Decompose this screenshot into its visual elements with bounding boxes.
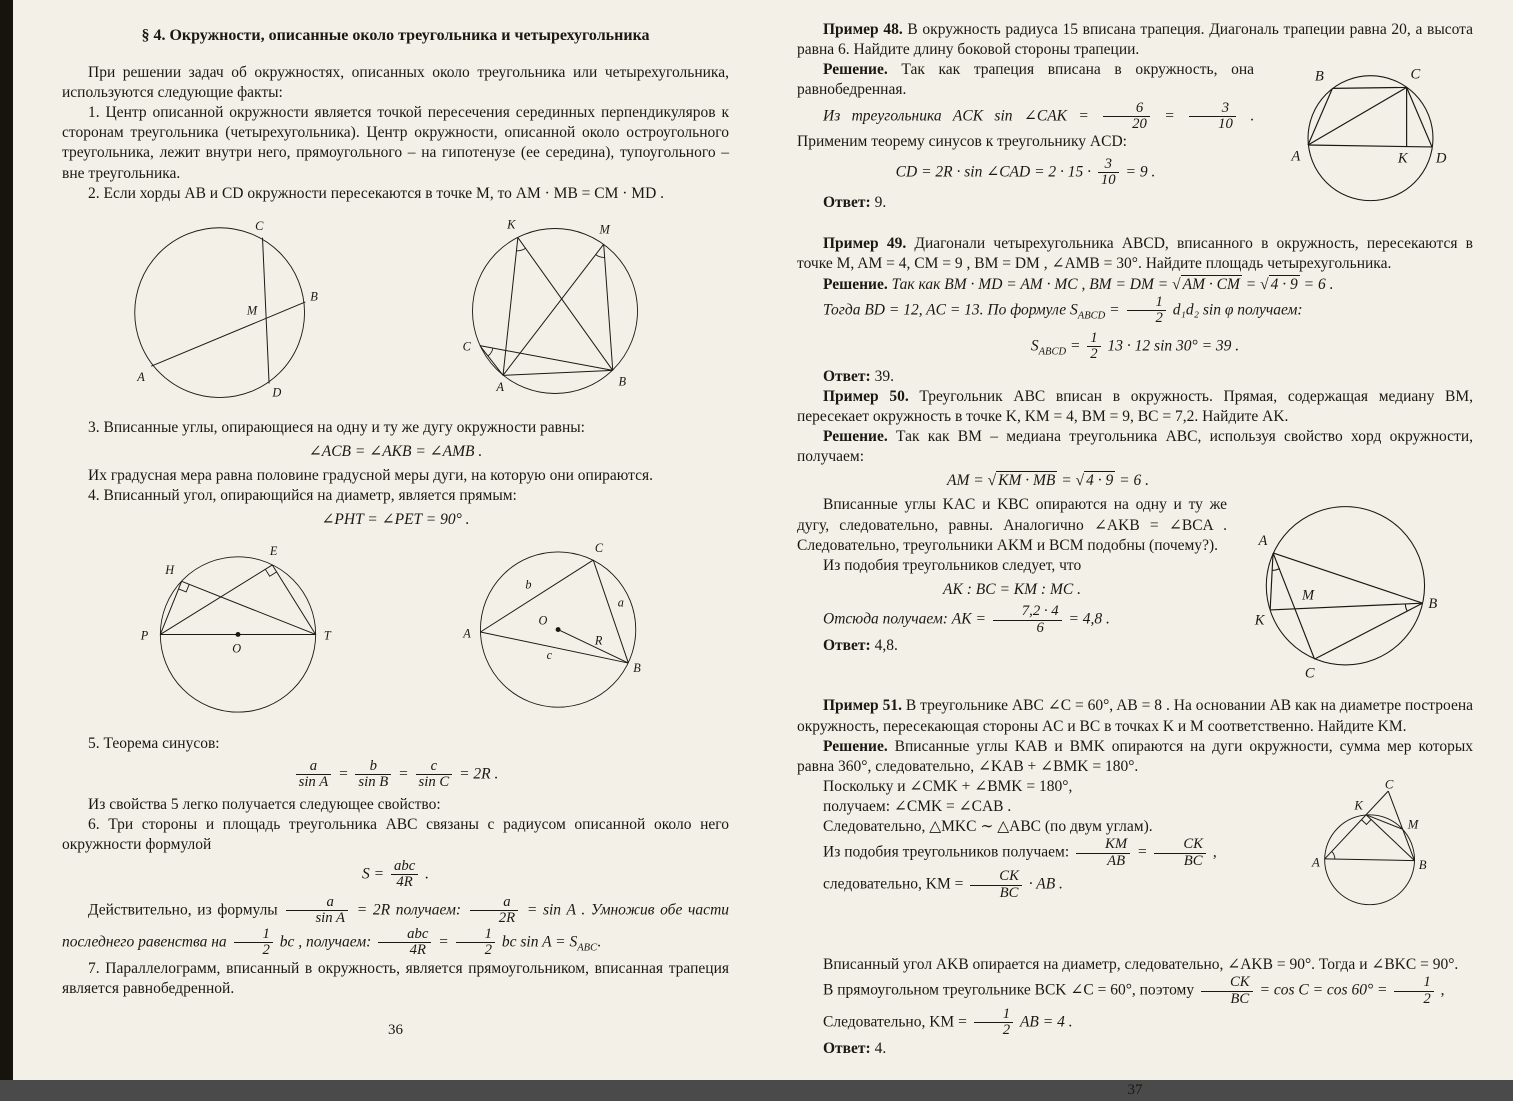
after-fact-5: Из свойства 5 легко получается следующее свойство: [88, 795, 441, 813]
fraction: $\frac{a}{2R}$ [470, 895, 518, 927]
fraction: $\frac{CK}{BC}$ [1201, 975, 1253, 1007]
text-run: Вписанные углы KAB и BMK опираются на дуги окружности, сумма мер которых равна 360°, следовательно, ∠KAB + ∠BMK = 180°. [797, 737, 1473, 775]
figure-median-chords-circle [1241, 497, 1473, 690]
point-label: B [632, 661, 641, 676]
side-c-ab [480, 632, 628, 663]
segment-bc [1315, 604, 1423, 660]
point-label: C [1384, 777, 1394, 792]
point-label: B [618, 374, 626, 389]
subscript: ABCD [1077, 310, 1106, 322]
answer-value: 39. [874, 367, 894, 385]
section-heading: § 4. Окружности, описанные около треугольника и четырехугольника [141, 27, 650, 44]
fraction: $\frac{1}{2}$ [1087, 331, 1100, 363]
radical-sign: √ [1075, 472, 1085, 490]
example-49-answer [797, 367, 1473, 387]
example-51-cos-line [797, 975, 1473, 1007]
segment-ht [181, 582, 315, 635]
fraction: $\frac{CK}{BC}$ [970, 869, 1022, 901]
fraction: $\frac{a}{\text{sin A}}$ [296, 759, 332, 791]
example-50-root-formula [797, 471, 1473, 491]
point-label: C [594, 541, 603, 556]
fraction: $\frac{a}{\text{sin A}}$ [286, 895, 348, 927]
answer-label: Ответ: [823, 367, 871, 385]
fact-6: 6. Три стороны и площадь треугольника ABC связаны с радиусом описанной около него окружности формулой [62, 815, 729, 853]
example-51-answer [797, 1039, 1473, 1059]
figure-row-1 [62, 212, 729, 410]
point-label: C [462, 339, 471, 354]
answer-label: Ответ: [823, 193, 871, 211]
fraction: $\frac{\text{abc}}{4R}$ [378, 927, 431, 959]
text-run: Так как трапеция вписана в окружность, она равнобедренная. [797, 61, 1255, 99]
solution-label: Решение. [823, 427, 888, 445]
text-run: Отсюда получаем: AK = [823, 610, 986, 628]
point-label: T [323, 628, 331, 643]
point-label: A [1291, 148, 1301, 165]
figure-circumscribed-triangle [419, 538, 689, 726]
square-root: √ KM · MB [987, 472, 1056, 490]
example-50-inscribed-angles: Вписанные углы KAC и KBC опираются на одну и ту же дугу, следовательно, равны. Аналогично ∠AKB = ∠BCA . Следовательно, треугольники AKM и BCM подобны (почему?). [797, 496, 1227, 554]
point-label: H [164, 563, 174, 578]
fact-7: 7. Параллелограмм, вписанный в окружность, является прямоугольником, вписанная трапеция является равнобедренной. [62, 959, 729, 997]
intro-paragraph: При решении задач об окружностях, описанных около треугольника или четырехугольника, используются следующие факты: [62, 63, 729, 101]
example-51-similar-line: Следовательно, △MKC ∼ △ABC (по двум углам). [823, 818, 1153, 836]
equals: = [398, 765, 409, 783]
angle-arc-a [1332, 851, 1335, 859]
text-run: Диагонали четырехугольника ABCD, вписанного в окружность, пересекаются в точке M, AM = 4, CM = 9 , BM = DM , ∠AMB = 30°. Найдите площадь четырехугольника. [797, 235, 1474, 273]
point-label: C [1410, 66, 1421, 83]
text-run: Так как BM – медиана треугольника ABC, используя свойство хорд окружности, получаем: [797, 427, 1474, 466]
point-label: M [599, 222, 610, 237]
fraction: $\frac{1}{2}$ [1394, 975, 1433, 1007]
solution-label: Решение. [823, 737, 888, 755]
point-label: A [462, 627, 471, 642]
point-label: A [1258, 533, 1268, 550]
angle-arc-m [595, 254, 604, 257]
text-run: следовательно, KM = [823, 875, 964, 893]
example-48-title: Пример 48. [823, 21, 903, 38]
text-run: = cos C = cos 60° = [1259, 981, 1388, 999]
example-51-diameter-line: Вписанный угол AKB опирается на диаметр, следовательно, ∠AKB = 90°. Тогда и ∠BKC = 90°. [823, 955, 1459, 973]
point-label: B [1418, 858, 1427, 873]
segment-et [272, 565, 315, 634]
example-49-title: Пример 49. [823, 235, 907, 253]
subscript: ABCD [1038, 346, 1067, 358]
text-run: В треугольнике ABC ∠C = 60°, AB = 8 . На основании AB как на диаметре построена окружность, пересекающая стороны AC и BC в точках K и M соответственно. Найдите KM. [797, 697, 1473, 735]
derivation-paragraph [62, 895, 729, 959]
radical-sign: √ [987, 472, 997, 490]
angle-arc-k [516, 248, 525, 250]
example-50-title: Пример 50. [823, 387, 909, 405]
text-run: , [1212, 843, 1217, 861]
formula-end: . [425, 865, 429, 883]
answer-label: Ответ: [823, 636, 871, 654]
point-label: K [1354, 798, 1363, 813]
diagonal-ac [1308, 88, 1407, 146]
text-run: , [1440, 981, 1445, 999]
text-run: . Применим теорему синусов к треугольнику ACD: [797, 107, 1255, 151]
segment-ca [479, 345, 502, 375]
figure-inscribed-angles [414, 212, 696, 410]
fact-3-note: Их градусная мера равна половине градусной меры дуги, на которую они опираются. [88, 467, 653, 485]
square-root: √ 4 · 9 [1075, 472, 1114, 490]
fraction: $\frac{KM}{AB}$ [1076, 837, 1130, 869]
side-label: c [546, 648, 552, 663]
fact-4: 4. Вписанный угол, опирающийся на диаметр, является прямым: [88, 487, 517, 505]
segment-kb [517, 237, 612, 370]
solution-label: Решение. [823, 61, 888, 79]
point-label: O [231, 641, 241, 656]
point-label: P [140, 628, 148, 643]
text-run: = 4,8 . [1068, 610, 1110, 628]
formula-lhs: CD = 2R · sin ∠CAD = 2 · 15 · [895, 163, 1092, 181]
text-run: = sin A . Умножив обе части последнего равенства на [62, 901, 730, 951]
answer-value: 9. [874, 193, 887, 211]
point-label: C [1304, 665, 1315, 682]
sine-theorem-formula [62, 759, 729, 791]
center-dot [235, 632, 240, 637]
example-49-statement [797, 234, 1473, 274]
page-37 [757, 0, 1513, 1099]
page-number-right: 37 [1127, 1082, 1143, 1099]
fraction: $\frac{1}{2}$ [456, 927, 495, 959]
segment-cb [479, 345, 612, 370]
example-50-solution [797, 427, 1473, 467]
equals: = [1109, 301, 1120, 319]
text-run: Треугольник ABC вписан в окружность. Прямая, содержащая медиану BM, пересекает окружность в точке K, KM = 4, BM = 9, BC = 7,2. Найдите AK. [797, 387, 1473, 425]
formula-tail: = 2R . [459, 765, 499, 783]
radical-sign: √ [1172, 275, 1181, 293]
example-49-solution [797, 275, 1473, 295]
fraction: $\frac{CK}{BC}$ [1154, 837, 1206, 869]
point-label: C [254, 219, 263, 234]
fraction: $\frac{1}{2}$ [974, 1007, 1013, 1039]
text-run: Следовательно, KM = [823, 1013, 967, 1031]
figure-intersecting-chords [96, 212, 368, 410]
radius-ob [558, 630, 628, 664]
chord-ab [151, 302, 305, 366]
point-label: K [1397, 150, 1408, 167]
fraction: $\frac{c}{\text{sin C}}$ [416, 759, 453, 791]
point-label: M [1301, 587, 1315, 604]
subscript: ABC [577, 942, 598, 954]
equals: = [1245, 275, 1257, 293]
text-run: . [597, 933, 601, 951]
example-51-since-line: Поскольку и ∠CMK + ∠BMK = 180°, [823, 777, 1073, 795]
right-angle-e [265, 570, 276, 577]
point-label: A [495, 379, 504, 394]
square-root: √ 4 · 9 [1260, 275, 1298, 293]
formula-end: 13 · 12 sin 30° = 39 . [1107, 337, 1240, 355]
segment-mb [603, 244, 612, 370]
example-49-then-line [797, 295, 1473, 327]
text-run: Из подобия треугольников получаем: [823, 843, 1070, 861]
fact-3: 3. Вписанные углы, опирающиеся на одну и ту же дугу окружности равны: [88, 418, 585, 436]
equals: = [1164, 107, 1175, 125]
fact-1: 1. Центр описанной окружности является точкой пересечения серединных перпендикуляров к сторонам треугольника (четырехугольника). Центр окружности, описанной около остроугольного треугольника, лежит внутри него, прямоугольного – на гипотенузе (ее середина), тупоугольного – вне треугольника. [62, 104, 729, 182]
answer-value: 4,8. [874, 636, 898, 654]
circle-outline [1266, 507, 1424, 665]
square-root: √ AM · CM [1172, 275, 1240, 293]
side-label: b [524, 578, 532, 593]
point-label: D [271, 385, 281, 400]
book-edge [0, 0, 13, 1080]
figure-trapezoid-in-circle [1268, 62, 1473, 228]
angle-arc-b [1405, 604, 1407, 611]
fraction: $\frac{1}{2}$ [1127, 295, 1166, 327]
point-label: E [269, 544, 277, 559]
fraction: $\frac{6}{20}$ [1103, 101, 1150, 133]
segment-ma [503, 244, 604, 375]
formula-lhs: S = [362, 865, 385, 883]
fact-3-formula: ∠ACB = ∠AKB = ∠AMB . [308, 442, 483, 460]
example-51-solution [797, 737, 1473, 777]
text-run: В окружность радиуса 15 вписана трапеция. Диагональ трапеции равна 20, а высота равна 6. Найдите длину боковой стороны трапеции. [797, 21, 1474, 59]
equals: = [1137, 843, 1148, 861]
side-b-ac [480, 561, 593, 633]
fraction: $\frac{7,2 \cdot 4}{6}$ [993, 604, 1062, 636]
example-49-formula [797, 331, 1473, 363]
chord-cd [262, 237, 269, 383]
point-label: B [1314, 68, 1324, 85]
example-50-statement [797, 387, 1473, 427]
text-run: = 2R получаем: [356, 901, 462, 919]
point-label: A [136, 369, 145, 384]
formula-lhs: S [1030, 337, 1039, 355]
figure-diameter-right-angles [103, 538, 373, 726]
equals: = [1061, 472, 1072, 490]
point-label: B [309, 289, 318, 304]
side-bc [1332, 88, 1406, 89]
radical-sign: √ [1260, 275, 1269, 293]
segment-pe [160, 565, 272, 634]
text-run: d₁d₂ sin φ получаем: [1172, 301, 1303, 319]
equals: = [1069, 337, 1081, 355]
text-run: Тогда BD = 12, AC = 13. По формуле S [823, 301, 1078, 319]
center-dot [555, 628, 560, 633]
text-run: Из треугольника ACK sin ∠CAK = [823, 107, 1089, 125]
point-label: D [1435, 150, 1447, 167]
point-label: K [1254, 612, 1265, 629]
example-48-statement [797, 20, 1473, 60]
example-50-similarity-line: Из подобия треугольников следует, что [823, 556, 1082, 574]
segment-ph [160, 582, 181, 635]
formula-end: = 9 . [1125, 163, 1156, 181]
example-51-final-line [797, 1007, 1473, 1039]
text-run: = 6 . [1303, 275, 1334, 293]
text-run: bc , получаем: [279, 933, 372, 951]
example-51-get-line: получаем: ∠CMK = ∠CAB . [823, 798, 1012, 816]
angle-arc-c [488, 348, 493, 356]
segment-ka [503, 237, 518, 375]
formula-lhs: AM = [947, 472, 984, 490]
fact-2: 2. Если хорды AB и CD окружности пересекаются в точке M, то AM · MB = CM · MD . [88, 184, 665, 202]
text-run: Действительно, из формулы [88, 901, 278, 919]
figure-triangle-on-diameter [1295, 779, 1473, 949]
text-run: · AB . [1028, 875, 1063, 893]
point-label: M [246, 303, 257, 318]
fact-5: 5. Теорема синусов: [88, 735, 220, 753]
fraction: $\frac{3}{10}$ [1098, 157, 1119, 189]
point-label: K [506, 217, 515, 232]
segment-ab [1273, 553, 1423, 603]
answer-value: 4. [874, 1039, 887, 1057]
figure-row-2 [62, 538, 729, 726]
fraction: $\frac{b}{\text{sin B}}$ [355, 759, 391, 791]
fraction: $\frac{3}{10}$ [1189, 101, 1236, 133]
example-50-ratio-formula: AK : BC = KM : MC . [943, 580, 1081, 598]
solution-label: Решение. [823, 275, 888, 293]
point-label: M [1407, 817, 1419, 832]
formula-end: = 6 . [1119, 472, 1149, 490]
side-ab [1325, 859, 1415, 861]
text-run: В прямоугольном треугольнике BCK ∠C = 60°, поэтому [823, 981, 1195, 999]
point-label: B [1428, 596, 1438, 613]
equals: = [338, 765, 349, 783]
page-36 [0, 0, 757, 1080]
circle-outline [1308, 76, 1433, 201]
angle-arc-a [1272, 569, 1280, 571]
segment-ab [503, 370, 613, 375]
answer-label: Ответ: [823, 1039, 871, 1057]
right-angle-k [1362, 819, 1372, 824]
point-label: R [594, 633, 602, 648]
example-51-title: Пример 51. [823, 697, 902, 715]
text-run: = [438, 933, 449, 951]
text-run: bc sin A = S [501, 933, 578, 951]
side-cd [1407, 88, 1432, 148]
point-label: A [1311, 855, 1320, 870]
text-run: AB = 4 . [1019, 1013, 1073, 1031]
side-label: a [617, 596, 624, 611]
fact-4-formula: ∠PHT = ∠PET = 90° . [321, 511, 470, 529]
side-a-cb [593, 561, 628, 664]
area-formula [62, 859, 729, 891]
fraction: $\frac{1}{2}$ [234, 927, 273, 959]
example-51-statement [797, 696, 1473, 736]
fraction: $\frac{\text{abc}}{4R}$ [391, 859, 418, 891]
point-label: O [537, 614, 547, 629]
side-ad [1308, 145, 1432, 147]
text-run: Так как BM · MD = AM · MC , BM = DM = [891, 275, 1169, 293]
page-number-left: 36 [388, 1021, 403, 1038]
